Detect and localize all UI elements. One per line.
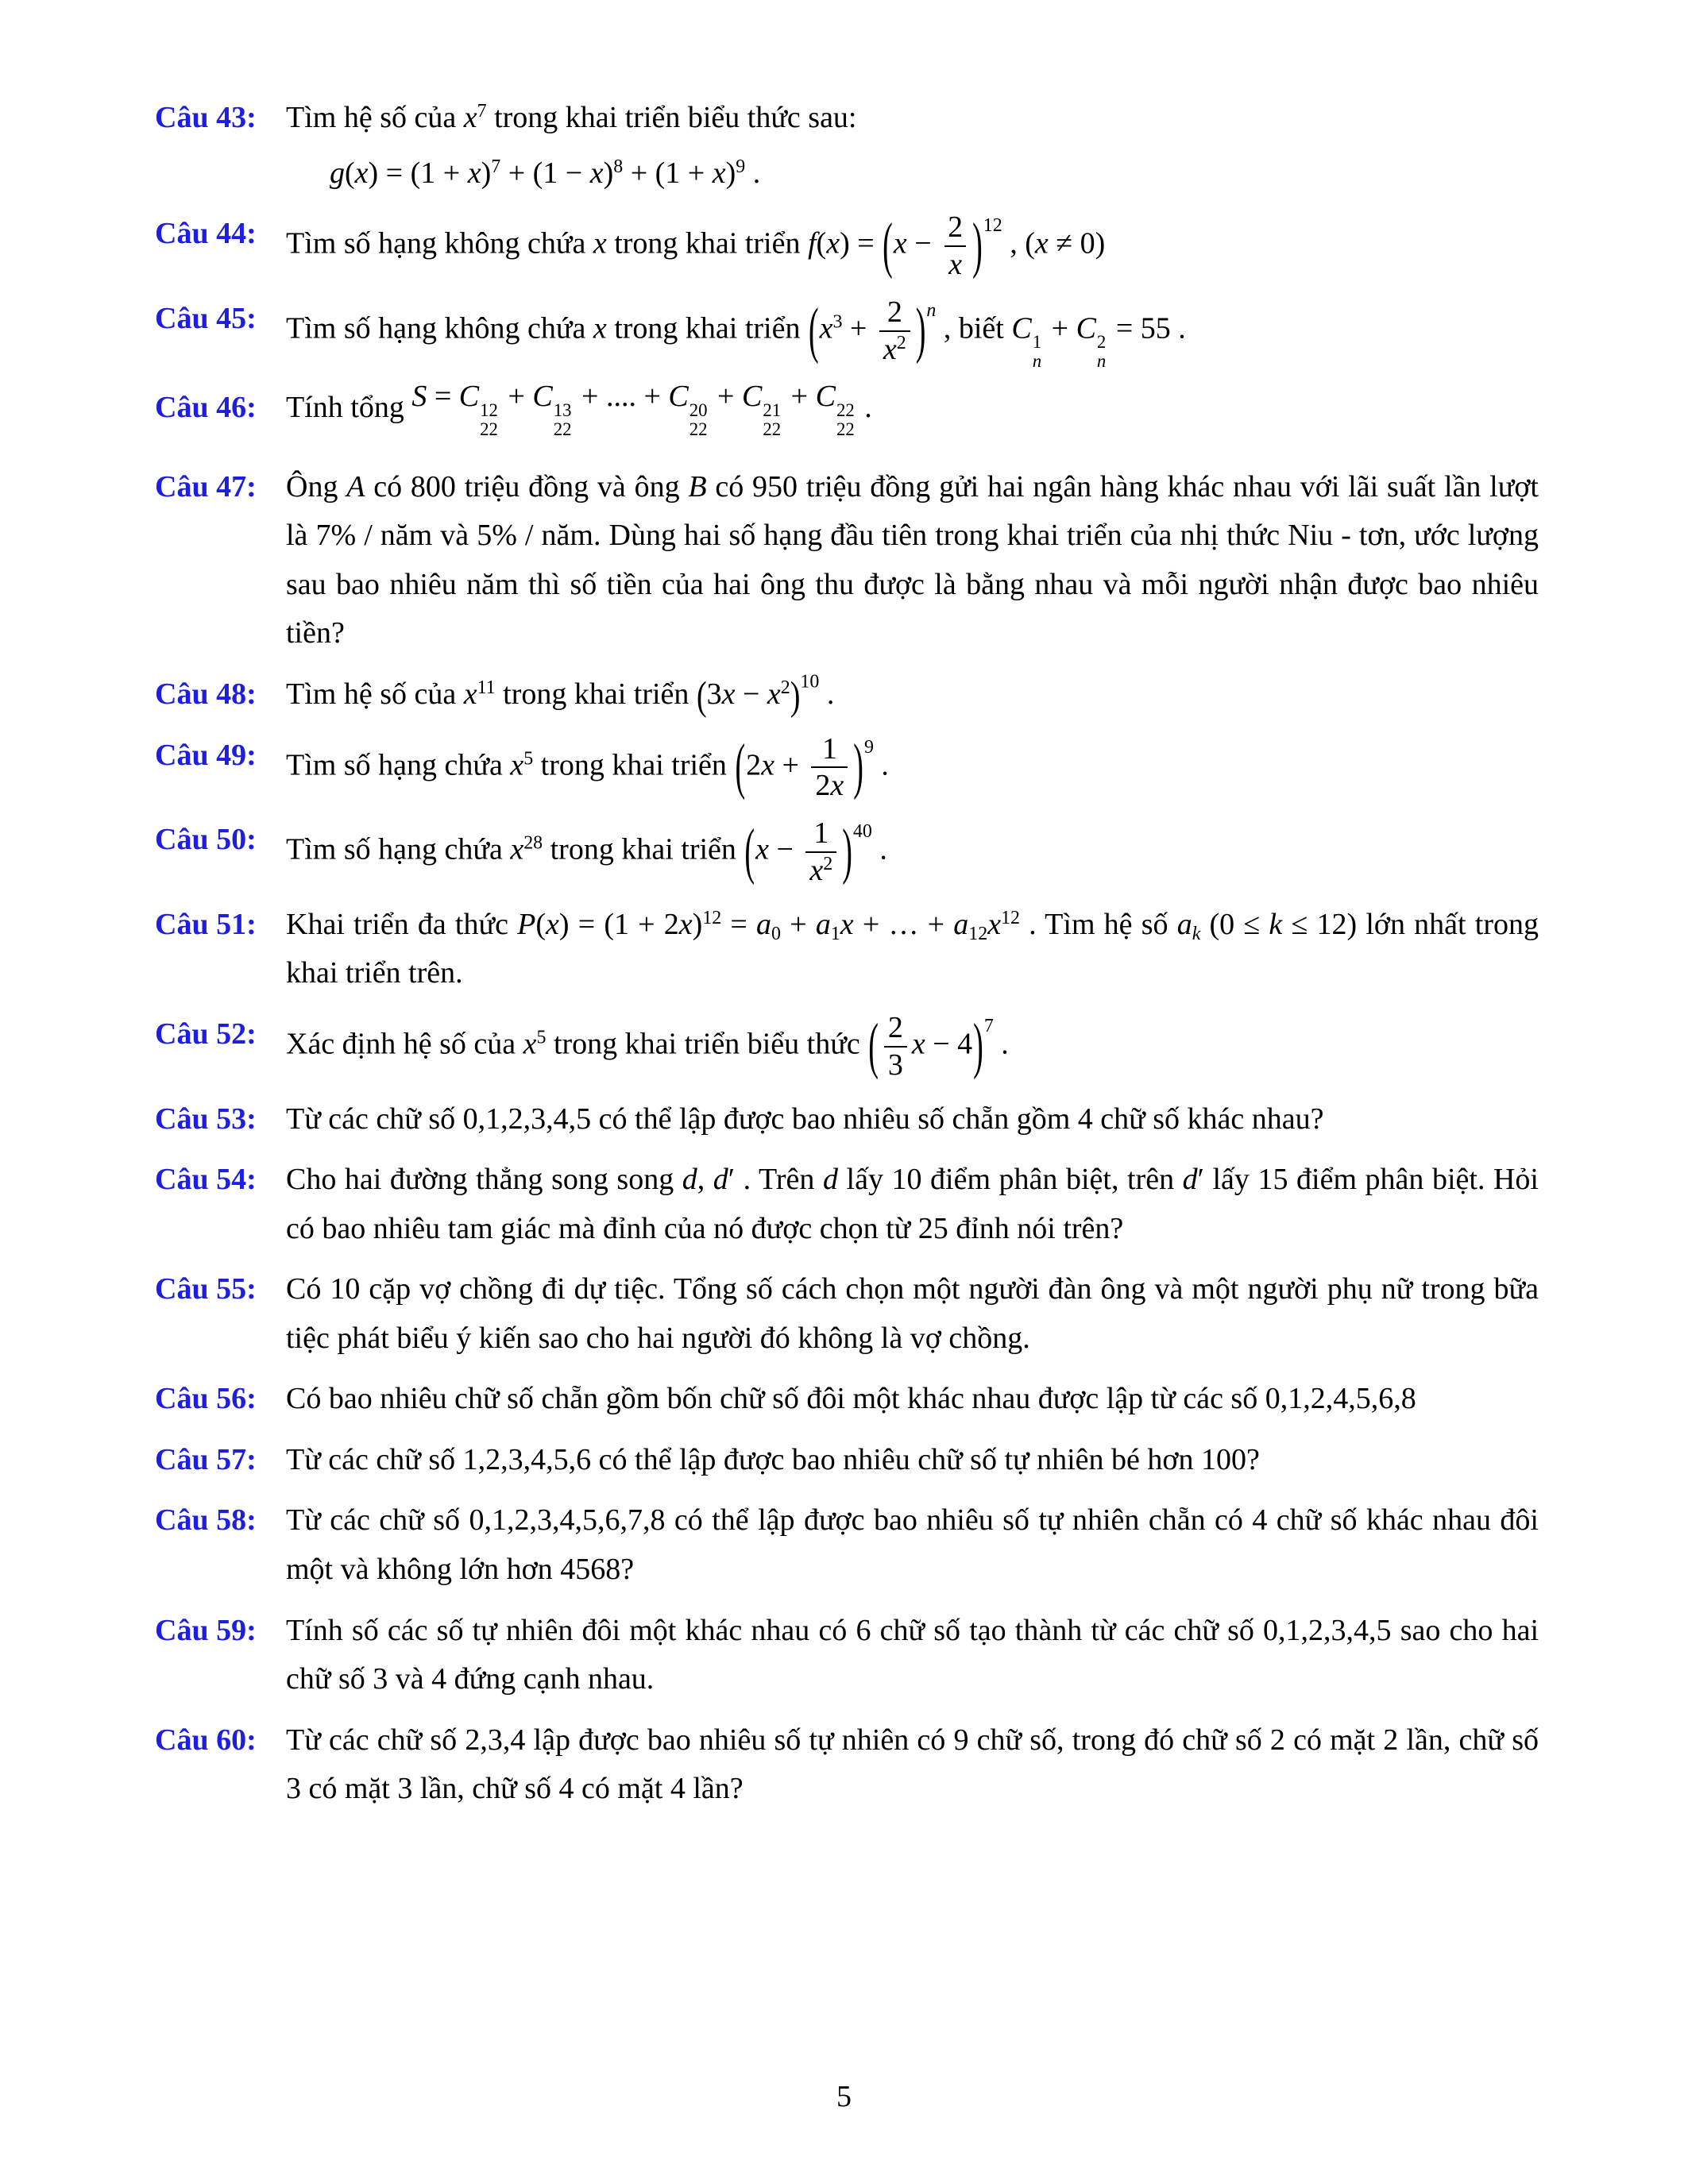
question-row: [155, 1265, 1539, 1363]
math-variable: n: [926, 299, 937, 321]
superscript: [984, 1016, 994, 1036]
question-body: [286, 295, 1539, 372]
text-run: 1: [821, 731, 837, 766]
fraction: [884, 1010, 907, 1083]
math-variable: x: [830, 769, 844, 803]
numerator: [944, 210, 967, 245]
question-label: Câu 43:: [155, 101, 257, 134]
math-variable: k: [1269, 907, 1283, 941]
question-body: [286, 463, 1539, 658]
question-body: [286, 670, 1539, 720]
numerator: [884, 1010, 907, 1046]
fraction: [811, 731, 848, 805]
question-row: [155, 1496, 1539, 1594]
text-run: Tìm số hạng chứa: [286, 832, 511, 866]
text-run: có 950 triệu đồng gửi hai ngân hàng khác nhau với lãi suất lần lượt là 7% / năm và 5% / năm. Dùng hai số hạng đầu tiên trong khai triển của nhị thức Niu - tơn, ước lượng sau bao nhiêu năm thì số tiền của hai ông thu được là bằng nhau và mỗi người nhận được bao nhiêu tiền?: [286, 469, 1539, 650]
superscript: [523, 748, 533, 769]
question-body: [286, 94, 1539, 198]
text-run: lấy 10 điểm phân biệt, trên: [837, 1163, 1183, 1197]
text-run: ) =: [840, 226, 883, 260]
question-row: [155, 463, 1539, 658]
math-variable: C: [815, 380, 836, 414]
question-body: [286, 1716, 1539, 1814]
math-variable: x: [987, 907, 1002, 941]
text-run: 12: [702, 907, 722, 928]
question-label: Câu 59:: [155, 1613, 257, 1647]
binomial-indices: [1033, 333, 1041, 372]
lower-index: [554, 420, 572, 440]
text-run: .: [745, 156, 761, 190]
math-variable: a: [1176, 907, 1192, 941]
question-label: Câu 60:: [155, 1723, 257, 1757]
subscript: [968, 924, 987, 944]
question-label: Câu 56:: [155, 1382, 257, 1416]
text-run: , biết: [936, 311, 1012, 345]
text-run: 40: [852, 821, 872, 843]
parenthesis: (: [868, 1012, 879, 1081]
parenthesis: ): [973, 1012, 983, 1081]
math-variable: A: [346, 469, 365, 504]
text-run: trong khai triển: [495, 677, 697, 711]
denominator: [879, 330, 910, 368]
parenthesis: (: [735, 733, 746, 802]
text-run: +: [783, 380, 816, 414]
math-variable: n: [1096, 351, 1107, 372]
raised-formula: [411, 372, 856, 440]
lower-index: [763, 420, 781, 440]
text-run: 5: [523, 747, 534, 769]
math-variable: x: [510, 748, 524, 782]
superscript: [491, 156, 500, 176]
binomial-indices: [480, 401, 498, 440]
text-run: trong khai triển: [606, 311, 808, 345]
text-run: +: [781, 907, 816, 941]
question-body: [286, 1496, 1539, 1594]
text-run: +: [1044, 311, 1076, 345]
text-run: − 4: [925, 1027, 973, 1061]
question-label: Câu 52:: [155, 1017, 257, 1051]
binomial-indices: [554, 401, 572, 440]
text-run: 2: [886, 295, 902, 329]
superscript: [702, 908, 721, 928]
text-run: 2: [746, 748, 762, 782]
parenthesis: (: [696, 673, 707, 720]
question-row: [155, 1436, 1539, 1485]
parenthesis: (: [744, 817, 755, 887]
text-run: trong khai triển: [543, 832, 744, 866]
lower-index: [689, 420, 708, 440]
text-run: 7: [477, 100, 487, 122]
text-run: ′ . Trên: [728, 1163, 823, 1197]
text-run: Xác định hệ số của: [286, 1027, 523, 1061]
question-label: Câu 57:: [155, 1442, 257, 1476]
superscript: [926, 300, 936, 321]
math-variable: n: [1032, 351, 1042, 372]
numerator: [818, 731, 841, 767]
question-label: Câu 53:: [155, 1102, 257, 1136]
text-run: +: [709, 380, 742, 414]
math-variable: x: [712, 156, 726, 190]
text-run: 0: [771, 924, 782, 945]
math-variable: d: [682, 1163, 697, 1197]
text-run: Tính số các số tự nhiên đôi một khác nhau có 6 chữ số tạo thành từ các chữ số 0,1,2,3,4,5 sao cho hai chữ số 3 và 4 đứng cạnh nhau.: [286, 1613, 1539, 1696]
text-run: trong khai triển biểu thức: [546, 1027, 868, 1061]
text-run: ) = (1 + 2: [558, 907, 679, 941]
superscript: [864, 737, 874, 758]
math-variable: d: [713, 1163, 728, 1197]
question-body: [286, 1375, 1539, 1424]
text-run: Có bao nhiêu chữ số chẵn gồm bốn chữ số đôi một khác nhau được lập từ các số 0,1,2,4,5,6,8: [286, 1382, 1416, 1416]
text-run: =: [721, 907, 757, 941]
math-variable: x: [883, 332, 897, 366]
text-run: Tính tổng: [286, 391, 412, 425]
math-variable: C: [1076, 311, 1096, 345]
text-run: 10: [800, 671, 820, 693]
question-body: [286, 901, 1539, 998]
upper-index: [689, 401, 708, 421]
math-variable: k: [1192, 924, 1201, 945]
text-run: (0 ≤: [1200, 907, 1269, 941]
text-run: 1: [1032, 331, 1042, 352]
text-run: −: [735, 677, 767, 711]
text-run: 9: [736, 156, 746, 177]
text-run: trong khai triển: [533, 748, 735, 782]
text-run: Ông: [286, 469, 347, 504]
question-row: [155, 295, 1539, 372]
parenthesis: (: [808, 296, 819, 365]
text-run: + (1 +: [623, 156, 713, 190]
text-run: +: [500, 380, 533, 414]
text-run: 1: [813, 816, 829, 851]
text-run: 12: [983, 215, 1002, 237]
question-row: [155, 901, 1539, 998]
text-run: 3: [887, 1048, 903, 1082]
superscript: [613, 156, 623, 176]
text-run: Tìm số hạng không chứa: [286, 226, 593, 260]
question-body: [286, 1607, 1539, 1704]
upper-index: [1033, 333, 1041, 353]
question-label: Câu 48:: [155, 677, 257, 711]
text-run: 22: [763, 419, 782, 440]
question-row: [155, 1375, 1539, 1424]
superscript: [823, 854, 832, 874]
parenthesis: ): [853, 733, 863, 802]
upper-index: [763, 401, 781, 421]
question-body: [286, 1010, 1539, 1083]
text-run: 22: [836, 399, 855, 420]
question-label: Câu 46:: [155, 391, 257, 425]
math-variable: x: [546, 907, 559, 941]
question-row: [155, 731, 1539, 805]
text-run: .: [993, 1027, 1009, 1061]
math-variable: x: [593, 311, 607, 345]
math-variable: x: [911, 1027, 925, 1061]
text-run: 21: [763, 399, 782, 420]
math-variable: f: [807, 226, 817, 260]
superscript: [736, 156, 745, 176]
denominator: [811, 766, 848, 804]
math-variable: x: [840, 907, 854, 941]
math-variable: d: [822, 1163, 838, 1197]
binomial-indices: [836, 401, 855, 440]
superscript: [781, 677, 790, 698]
superscript: [800, 672, 819, 693]
parenthesis: ): [915, 296, 926, 365]
binomial-indices: [763, 401, 781, 440]
question-label: Câu 45:: [155, 301, 257, 335]
text-run: (: [345, 156, 355, 190]
text-run: ′ lấy 15 điểm phân biệt. Hỏi có bao nhiêu tam giác mà đỉnh của nó được chọn từ 25 đỉnh nói trên?: [286, 1163, 1539, 1245]
text-run: ): [481, 156, 492, 190]
math-variable: a: [815, 907, 831, 941]
lower-index: [1033, 352, 1041, 372]
page-number: 5: [836, 2080, 852, 2113]
subscript: [831, 924, 840, 944]
text-run: Từ các chữ số 2,3,4 lập được bao nhiêu số tự nhiên có 9 chữ số, trong đó chữ số 2 có mặt 2 lần, chữ số 3 có mặt 3 lần, chữ số 4 có mặt 4 lần?: [286, 1723, 1539, 1806]
text-run: 1: [830, 924, 840, 945]
subscript: [771, 924, 781, 944]
question-body: [286, 210, 1539, 283]
math-variable: a: [756, 907, 772, 941]
lower-index: [836, 420, 855, 440]
text-run: 7: [491, 156, 501, 177]
text-run: có 800 triệu đồng và ông: [365, 469, 689, 504]
text-run: = 55 .: [1108, 311, 1186, 345]
denominator: [805, 851, 836, 889]
math-variable: x: [721, 677, 736, 711]
math-variable: x: [510, 832, 524, 866]
binomial-indices: [1097, 333, 1106, 372]
text-run: 28: [523, 832, 543, 854]
question-row: [155, 1010, 1539, 1083]
math-variable: S: [411, 380, 427, 414]
math-variable: x: [819, 311, 833, 345]
denominator: [884, 1046, 907, 1083]
math-variable: C: [668, 380, 689, 414]
math-variable: x: [589, 156, 604, 190]
text-run: (: [816, 226, 827, 260]
math-variable: x: [893, 226, 907, 260]
math-variable: x: [354, 156, 369, 190]
math-variable: x: [463, 101, 477, 134]
text-run: ): [603, 156, 614, 190]
fraction: [879, 295, 910, 368]
question-body: [286, 816, 1539, 889]
text-run: .: [873, 748, 889, 782]
upper-index: [480, 401, 498, 421]
question-row: [155, 1156, 1539, 1253]
text-run: 3: [832, 311, 843, 333]
parenthesis: ): [790, 673, 801, 720]
text-run: +: [774, 748, 807, 782]
text-run: 12: [1001, 907, 1020, 928]
math-variable: x: [826, 226, 840, 260]
text-run: 9: [863, 736, 874, 758]
question-label: Câu 58:: [155, 1503, 257, 1538]
text-run: 7: [983, 1015, 994, 1036]
math-variable: C: [741, 380, 763, 414]
question-label: Câu 55:: [155, 1272, 257, 1306]
text-run: Từ các chữ số 0,1,2,3,4,5 có thể lập được bao nhiêu số chẵn gồm 4 chữ số khác nhau?: [286, 1102, 1324, 1136]
formula-line: [286, 149, 1539, 199]
question-row: [155, 1607, 1539, 1704]
text-run: 2: [887, 1010, 903, 1044]
text-run: 11: [477, 677, 496, 698]
math-variable: C: [532, 380, 553, 414]
numerator: [809, 816, 832, 851]
math-variable: x: [948, 247, 963, 281]
text-run: trong khai triển biểu thức sau:: [486, 101, 857, 134]
math-variable: d: [1182, 1163, 1198, 1197]
upper-index: [1097, 333, 1106, 353]
superscript: [833, 311, 843, 332]
text-run: (: [535, 907, 546, 941]
question-body: [286, 731, 1539, 805]
text-run: −: [906, 226, 940, 260]
text-run: 5: [536, 1027, 547, 1048]
text-run: Từ các chữ số 0,1,2,3,4,5,6,7,8 có thể lập được bao nhiêu số tự nhiên chẵn có 4 chữ số khác nhau đôi một và không lớn hơn 4568?: [286, 1503, 1539, 1586]
text-run: .: [871, 832, 887, 866]
question-body: [286, 1436, 1539, 1485]
text-run: Khai triển đa thức: [286, 907, 518, 941]
question-body: [286, 380, 1539, 451]
text-run: Từ các chữ số 1,2,3,4,5,6 có thể lập được bao nhiêu chữ số tự nhiên bé hơn 100?: [286, 1442, 1260, 1476]
text-run: 20: [689, 399, 708, 420]
fraction: [805, 816, 836, 889]
question-label: Câu 47:: [155, 469, 257, 504]
text-run: 8: [613, 156, 624, 177]
superscript: [523, 833, 543, 854]
math-variable: P: [517, 907, 536, 941]
superscript: [1001, 908, 1020, 928]
text-run: +: [842, 311, 875, 345]
upper-index: [836, 401, 855, 421]
superscript: [897, 332, 906, 353]
question-label: Câu 54:: [155, 1163, 257, 1197]
text-run: 12: [480, 399, 498, 420]
text-run: =: [427, 380, 459, 414]
question-row: [155, 1716, 1539, 1814]
text-run: 2: [948, 210, 964, 245]
question-row: [155, 816, 1539, 889]
text-run: ≤ 12) lớn nhất trong khai triển trên.: [286, 907, 1539, 990]
text-run: + … +: [853, 907, 954, 941]
question-body: [286, 1095, 1539, 1144]
superscript: [537, 1027, 547, 1048]
question-row: [155, 670, 1539, 720]
math-variable: x: [523, 1027, 537, 1061]
math-variable: x: [467, 156, 481, 190]
text-run: + (1 −: [500, 156, 590, 190]
math-variable: g: [330, 156, 345, 190]
text-run: .: [819, 677, 835, 711]
text-run: 2: [780, 677, 790, 698]
lower-index: [1097, 352, 1106, 372]
text-run: ): [725, 156, 736, 190]
superscript: [477, 677, 496, 698]
text-run: 2: [1096, 331, 1107, 352]
text-run: 13: [553, 399, 572, 420]
text-run: Tìm hệ số của: [286, 101, 464, 134]
text-run: 2: [896, 332, 906, 353]
text-run: 22: [480, 419, 498, 440]
text-run: + .... +: [574, 380, 669, 414]
math-variable: a: [953, 907, 969, 941]
subscript: [1192, 924, 1201, 944]
question-label: Câu 44:: [155, 217, 257, 251]
text-run: ) = (1 +: [368, 156, 468, 190]
superscript: [477, 101, 487, 122]
text-run: 2: [823, 853, 833, 874]
question-label: Câu 50:: [155, 823, 257, 857]
text-run: Tìm số hạng chứa: [286, 748, 511, 782]
superscript: [983, 215, 1002, 236]
question-row: [155, 210, 1539, 283]
text-run: .: [856, 391, 872, 425]
parenthesis: (: [883, 211, 893, 280]
question-label: Câu 51:: [155, 907, 257, 941]
text-run: Tìm hệ số của: [286, 677, 464, 711]
question-row: [155, 94, 1539, 198]
text-run: trong khai triển: [606, 226, 808, 260]
text-run: Cho hai đường thẳng song song: [286, 1163, 682, 1197]
upper-index: [554, 401, 572, 421]
text-run: . Tìm hệ số: [1020, 907, 1177, 941]
question-row: [155, 380, 1539, 451]
text-run: −: [768, 832, 802, 866]
text-run: 2: [815, 769, 831, 803]
denominator: [944, 245, 966, 283]
question-body: [286, 1156, 1539, 1253]
math-variable: x: [761, 748, 774, 782]
fraction: [944, 210, 967, 283]
math-variable: x: [1034, 226, 1049, 260]
math-variable: x: [767, 677, 781, 711]
numerator: [883, 295, 906, 330]
superscript: [853, 821, 872, 842]
text-run: ): [692, 907, 703, 941]
text-run: 22: [689, 419, 708, 440]
math-variable: x: [463, 677, 477, 711]
math-variable: C: [1011, 311, 1032, 345]
text-run: , (: [1002, 226, 1035, 260]
questions-container: [155, 94, 1539, 1814]
math-variable: C: [458, 380, 480, 414]
question-body: [286, 1265, 1539, 1363]
text-run: 22: [836, 419, 855, 440]
text-run: 22: [553, 419, 572, 440]
parenthesis: ): [842, 817, 852, 887]
text-run: Tìm số hạng không chứa: [286, 311, 593, 345]
question-label: Câu 49:: [155, 738, 257, 772]
lower-index: [480, 420, 498, 440]
binomial-indices: [689, 401, 708, 440]
math-variable: x: [755, 832, 769, 866]
text-run: ,: [697, 1163, 713, 1197]
math-variable: B: [688, 469, 707, 504]
question-row: [155, 1095, 1539, 1144]
math-variable: x: [593, 226, 607, 260]
math-variable: x: [809, 854, 824, 888]
text-run: Có 10 cặp vợ chồng đi dự tiệc. Tổng số cách chọn một người đàn ông và một người phụ nữ trong bữa tiệc phát biểu ý kiến sao cho hai người đó không là vợ chồng.: [286, 1272, 1539, 1355]
parenthesis: ): [972, 211, 983, 280]
text-run: 12: [968, 924, 988, 945]
text-run: 3: [706, 677, 722, 711]
math-variable: x: [678, 907, 693, 941]
text-run: ≠ 0): [1048, 226, 1106, 260]
